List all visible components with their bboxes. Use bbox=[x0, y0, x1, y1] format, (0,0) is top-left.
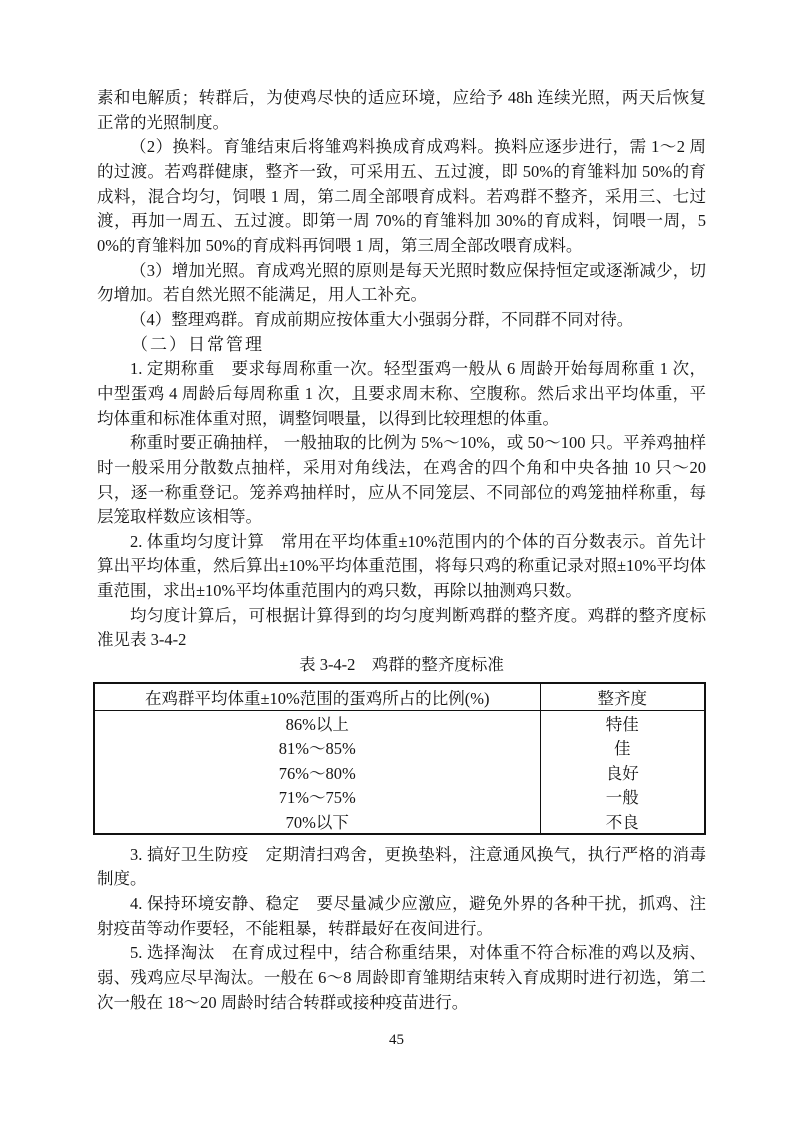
page-content bbox=[97, 86, 706, 1015]
table-cell-grade: 特佳 bbox=[605, 714, 639, 734]
paragraph-feed-change: （2）换料。育雏结束后将雏鸡料换成育成鸡料。换料应逐步进行，需 1～2 周的过渡。若鸡群健康，整齐一致，可采用五、五过渡，即 50%的育雏料加 50%的育成料，混合均匀，饲喂 1 周，第二周全部喂育成料。若鸡群不整齐，采用三、七过渡，再加一周五、五过渡。即第一周 70%的育雏料加 30%的育成料，饲喂一周，50%的育雏料加 50%的育成料再饲喂 1 周，第三周全部改喂育成料。 bbox=[97, 137, 706, 255]
paragraph-flock-sorting: （4）整理鸡群。育成前期应按体重大小强弱分群，不同群不同对待。 bbox=[130, 309, 634, 329]
table-cell-ratio: 70%以下 bbox=[94, 808, 540, 833]
table-cell-grade: 不良 bbox=[605, 812, 639, 832]
paragraph-regular-weighing: 1. 定期称重 要求每周称重一次。轻型蛋鸡一般从 6 周龄开始每周称重 1 次，中型蛋鸡 4 周龄后每周称重 1 次，且要求周末称、空腹称。然后求出平均体重，平均体重和标准体重对照，调整饲喂量，以得到比较理想的体重。 bbox=[97, 359, 706, 428]
paragraph-uniformity-calculation: 2. 体重均匀度计算 常用在平均体重±10%范围内的个体的百分数表示。首先计算出平均体重，然后算出±10%平均体重范围，将每只鸡的称重记录对照±10%平均体重范围，求出±10%平均体重范围内的鸡只数，再除以抽测鸡只数。 bbox=[97, 531, 706, 601]
table-cell-ratio: 76%～80% bbox=[94, 760, 540, 784]
table-cell-grade: 良好 bbox=[605, 763, 639, 783]
page-number: 45 bbox=[389, 1032, 404, 1048]
table-caption: 表 3-4-2 鸡群的整齐度标准 bbox=[299, 655, 504, 675]
table-row bbox=[94, 784, 705, 808]
paragraph-hygiene: 3. 搞好卫生防疫 定期清扫鸡舍，更换垫料，注意通风换气，执行严格的消毒制度。 bbox=[97, 844, 706, 889]
table-header-row bbox=[94, 683, 705, 711]
paragraph-sampling: 称重时要正确抽样， 一般抽取的比例为 5%～10%，或 50～100 只。平养鸡抽样时一般采用分散数点抽样，采用对角线法，在鸡舍的四个角和中央各抽 10 只～20 只，逐一称重登记。笼养鸡抽样时，应从不同笼层、不同部位的鸡笼抽样称重，每层笼取样数应该相等。 bbox=[97, 433, 706, 527]
table-cell-ratio: 71%～75% bbox=[94, 784, 540, 808]
table-header-grade: 整齐度 bbox=[540, 683, 705, 711]
table-row bbox=[94, 710, 705, 735]
table-row bbox=[94, 760, 705, 784]
table-row bbox=[94, 735, 705, 759]
table-cell-ratio: 86%以上 bbox=[94, 710, 540, 735]
paragraph-quiet-environment: 4. 保持环境安静、稳定 要尽量减少应激应，避免外界的各种干扰，抓鸡、注射疫苗等动作要轻，不能粗暴，转群最好在夜间进行。 bbox=[97, 894, 706, 938]
table-cell-grade: 一般 bbox=[605, 788, 639, 808]
table-cell-ratio: 81%～85% bbox=[94, 735, 540, 759]
table-cell-grade: 佳 bbox=[614, 739, 631, 759]
table-row bbox=[94, 808, 705, 833]
paragraph-uniformity-standard: 均匀度计算后，可根据计算得到的均匀度判断鸡群的整齐度。鸡群的整齐度标准见表 3-4-2 bbox=[97, 605, 706, 650]
table-header-ratio: 在鸡群平均体重±10%范围的蛋鸡所占的比例(%) bbox=[94, 683, 540, 711]
paragraph-lighting: （3）增加光照。育成鸡光照的原则是每天光照时数应保持恒定或逐渐减少，切勿增加。若自然光照不能满足，用人工补充。 bbox=[97, 260, 706, 305]
paragraph-continuation: 素和电解质；转群后，为使鸡尽快的适应环境，应给予 48h 连续光照，两天后恢复正常的光照制度。 bbox=[97, 88, 706, 132]
paragraph-culling: 5. 选择淘汰 在育成过程中，结合称重结果，对体重不符合标准的鸡以及病、弱、残鸡应尽早淘汰。一般在 6～8 周龄即育雏期结束转入育成期时进行初选，第二次一般在 18～20 周龄时结合转群或接种疫苗进行。 bbox=[97, 943, 706, 1012]
section-heading-daily-management: （二）日常管理 bbox=[131, 334, 264, 354]
uniformity-standard-table bbox=[93, 682, 706, 835]
